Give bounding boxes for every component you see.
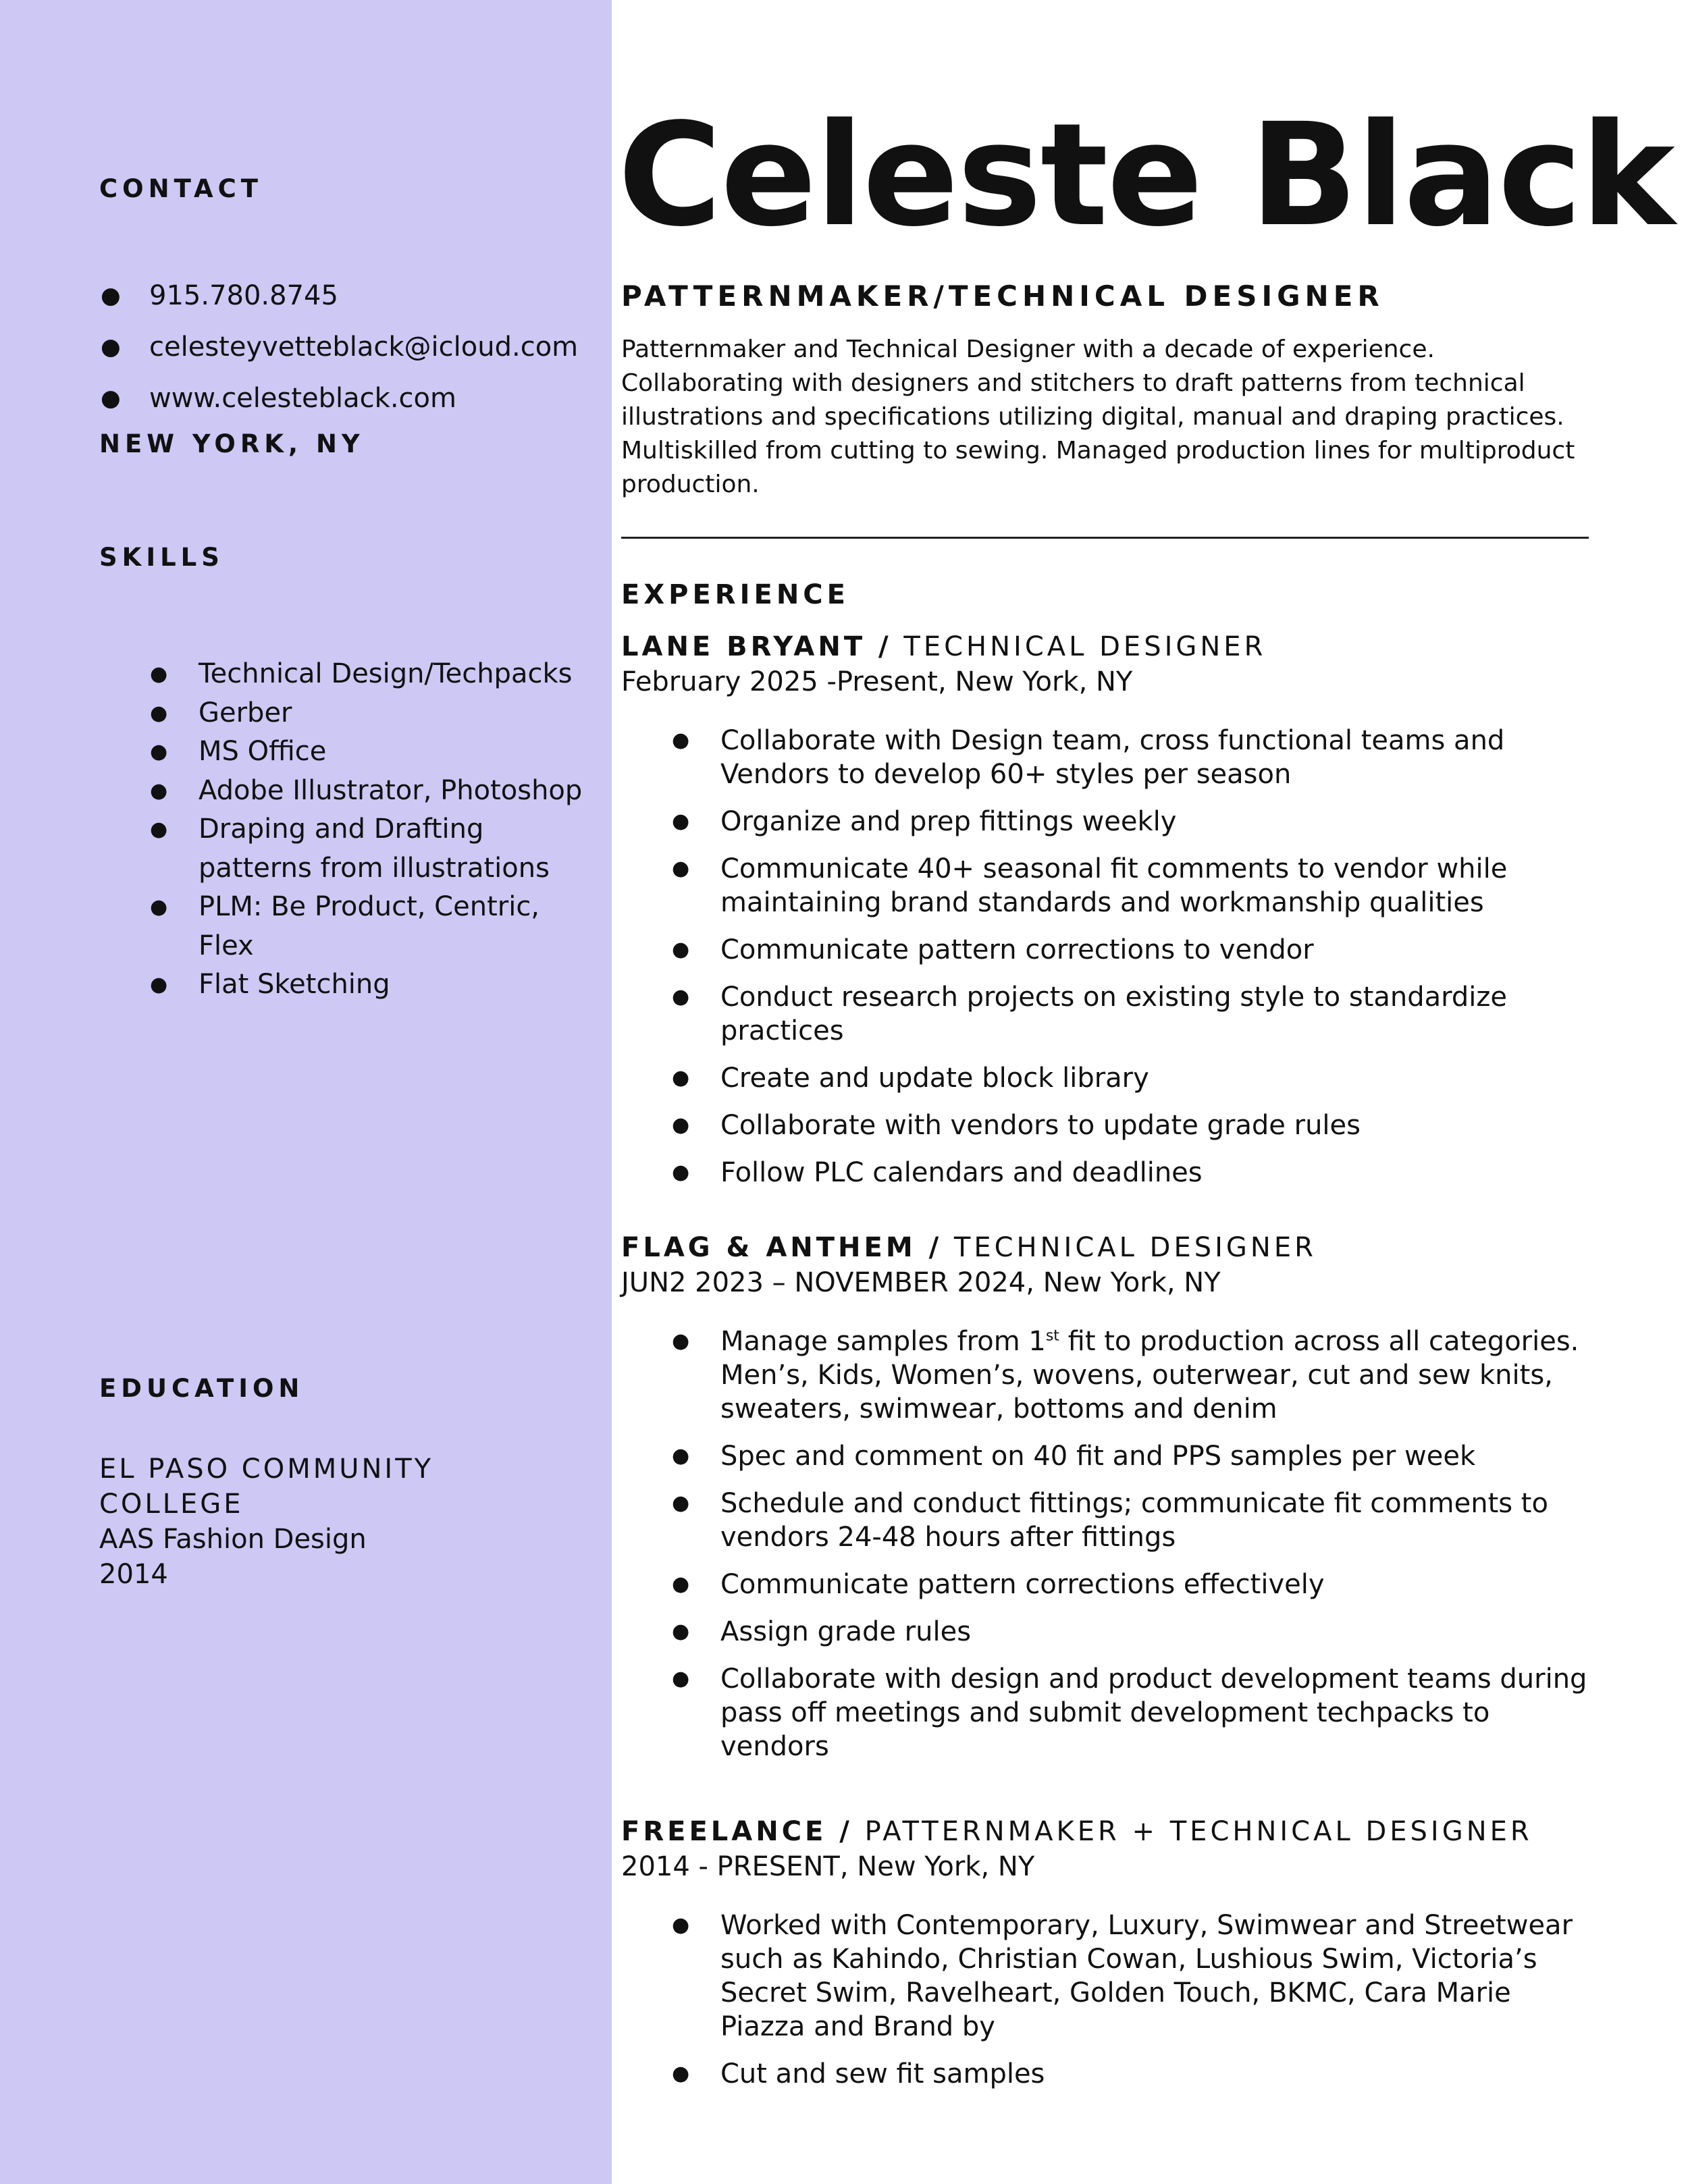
company-name: FREELANCE / [621, 1816, 853, 1847]
skill-text: PLM: Be Product, Centric, Flex [199, 891, 540, 961]
job-bullet [621, 980, 1600, 1048]
grad-year: 2014 [99, 1559, 168, 1590]
skill-text: Technical Design/Techpacks [199, 658, 573, 689]
bullet-text: Communicate 40+ seasonal fit comments to vendor while maintaining brand standards and workmanship qualities [720, 853, 1508, 918]
job-freelance [621, 1813, 1600, 2104]
skills-list [149, 655, 587, 1005]
bullet-text: fit to production across all categories. Men’s, Kids, Women’s, wovens, outerwear, cut and sew knits, sweaters, swimwear, bottoms and denim [720, 1326, 1579, 1424]
skill-text: MS Office [199, 736, 327, 767]
skill-text: Adobe Illustrator, Photoshop [199, 774, 583, 806]
bullet-text: Manage samples from 1 [720, 1326, 1046, 1357]
bullet-icon: ● [672, 938, 690, 961]
summary: Patternmaker and Technical Designer with a decade of experience. Collaborating with designers and stitchers to draft patterns from technical illustrations and specifications utilizing digital, manual and draping practices. Multiskilled from cutting to sewing. Managed production lines for multiproduct production. [621, 336, 1575, 498]
job-dates: February 2025 -Present, New York, NY [621, 666, 1133, 697]
bullet-icon: ● [101, 282, 121, 309]
bullet-text: Spec and comment on 40 fit and PPS samples per week [720, 1441, 1476, 1472]
job-bullet [621, 1909, 1600, 2044]
bullet-text: Collaborate with Design team, cross functional teams and Vendors to develop 60+ styles per season [720, 725, 1505, 790]
job-lane-bryant [621, 628, 1600, 1203]
bullet-text: Collaborate with design and product development teams during pass off meetings and submit development techpacks to vendors [720, 1663, 1587, 1762]
job-role: TECHNICAL DESIGNER [953, 1232, 1317, 1263]
bullet-icon: ● [101, 385, 121, 412]
company-name: FLAG & ANTHEM / [621, 1232, 943, 1263]
job-bullet [621, 1325, 1600, 1426]
job-bullet [621, 805, 1600, 838]
job-dates: JUN2 2023 – NOVEMBER 2024, New York, NY [621, 1267, 1221, 1298]
job-bullet [621, 852, 1600, 920]
bullet-icon: ● [150, 662, 168, 686]
job-header [621, 628, 1600, 666]
education-block [99, 1451, 477, 1592]
ordinal-suffix: st [1045, 1327, 1059, 1345]
bullet-icon: ● [672, 985, 690, 1009]
job-bullet [621, 1568, 1600, 1601]
job-header [621, 1813, 1600, 1850]
skill-item [149, 810, 587, 888]
bullet-icon: ● [672, 728, 690, 752]
contact-list [99, 270, 578, 424]
company-name: LANE BRYANT / [621, 631, 892, 662]
bullet-icon: ● [672, 1491, 690, 1515]
bullet-icon: ● [672, 1161, 690, 1184]
candidate-name: Celeste Black [618, 92, 1674, 258]
skill-item [149, 694, 587, 733]
job-bullet [621, 1487, 1600, 1554]
degree: AAS Fashion Design [99, 1524, 367, 1555]
bullet-icon: ● [672, 1667, 690, 1690]
job-bullet [621, 1109, 1600, 1142]
bullet-text: Organize and prep fittings weekly [720, 806, 1177, 837]
bullet-icon: ● [150, 895, 168, 919]
bullet-icon: ● [150, 973, 168, 996]
bullet-icon: ● [672, 1329, 690, 1353]
bullet-text: Collaborate with vendors to update grade rules [720, 1110, 1361, 1141]
bullet-icon: ● [672, 2062, 690, 2085]
bullet-icon: ● [672, 857, 690, 880]
bullet-icon: ● [672, 1913, 690, 1937]
job-bullets [621, 724, 1600, 1190]
skill-item [149, 733, 587, 772]
bullet-icon: ● [672, 1066, 690, 1090]
bullet-icon: ● [150, 818, 168, 841]
job-bullet [621, 1061, 1600, 1095]
job-bullets [621, 1325, 1600, 1763]
education-heading: EDUCATION [99, 1374, 305, 1403]
bullet-icon: ● [101, 334, 121, 361]
job-bullets [621, 1909, 1600, 2091]
bullet-text: Communicate pattern corrections effectively [720, 1569, 1325, 1600]
job-bullet [621, 1156, 1600, 1190]
skills-heading: SKILLS [99, 543, 224, 572]
bullet-text: Follow PLC calendars and deadlines [720, 1157, 1203, 1188]
job-bullet [621, 1662, 1600, 1763]
bullet-icon: ● [150, 701, 168, 725]
job-bullet [621, 724, 1600, 791]
job-bullet [621, 933, 1600, 967]
bullet-text: Cut and sew fit samples [720, 2058, 1045, 2089]
phone-text: 915.780.8745 [149, 280, 338, 311]
divider [621, 537, 1589, 539]
bullet-text: Schedule and conduct fittings; communicate fit comments to vendors 24-48 hours after fittings [720, 1488, 1548, 1553]
job-header [621, 1229, 1600, 1267]
experience-heading: EXPERIENCE [621, 579, 849, 610]
bullet-icon: ● [672, 1620, 690, 1643]
bullet-text: Assign grade rules [720, 1616, 972, 1647]
bullet-icon: ● [672, 809, 690, 833]
skill-text: Draping and Drafting patterns from illustrations [199, 814, 550, 884]
bullet-icon: ● [672, 1113, 690, 1137]
contact-website [99, 373, 578, 424]
professional-title: PATTERNMAKER/TECHNICAL DESIGNER [621, 279, 1384, 313]
job-dates: 2014 - PRESENT, New York, NY [621, 1851, 1035, 1882]
contact-phone [99, 270, 578, 321]
skill-text: Flat Sketching [199, 969, 390, 1000]
sidebar [0, 0, 612, 2184]
school-name: EL PASO COMMUNITY COLLEGE [99, 1454, 434, 1520]
skill-item [149, 965, 587, 1005]
bullet-icon: ● [150, 778, 168, 803]
bullet-text: Create and update block library [720, 1063, 1149, 1094]
bullet-text: Worked with Contemporary, Luxury, Swimwear and Streetwear such as Kahindo, Christian Cowan, Lushious Swim, Victoria’s Secret Swim, Ravelheart, Golden Touch, BKMC, Cara Marie Piazza and Brand by [720, 1910, 1573, 2042]
bullet-icon: ● [672, 1444, 690, 1468]
skill-item [149, 888, 587, 965]
job-bullet [621, 2057, 1600, 2091]
skill-item [149, 772, 587, 811]
skill-item [149, 655, 587, 694]
job-role: PATTERNMAKER + TECHNICAL DESIGNER [864, 1816, 1533, 1847]
job-bullet [621, 1439, 1600, 1473]
email-text: celesteyvetteblack@icloud.com [149, 331, 579, 363]
skill-text: Gerber [199, 697, 292, 728]
contact-email [99, 321, 578, 373]
bullet-text: Conduct research projects on existing style to standardize practices [720, 982, 1507, 1046]
job-flag-anthem [621, 1229, 1600, 1777]
location: NEW YORK, NY [99, 429, 365, 458]
contact-heading: CONTACT [99, 174, 263, 203]
bullet-text: Communicate pattern corrections to vendor [720, 934, 1314, 965]
job-bullet [621, 1615, 1600, 1649]
bullet-icon: ● [150, 740, 168, 764]
job-role: TECHNICAL DESIGNER [903, 631, 1267, 662]
website-text: www.celesteblack.com [149, 383, 456, 414]
bullet-icon: ● [672, 1572, 690, 1596]
